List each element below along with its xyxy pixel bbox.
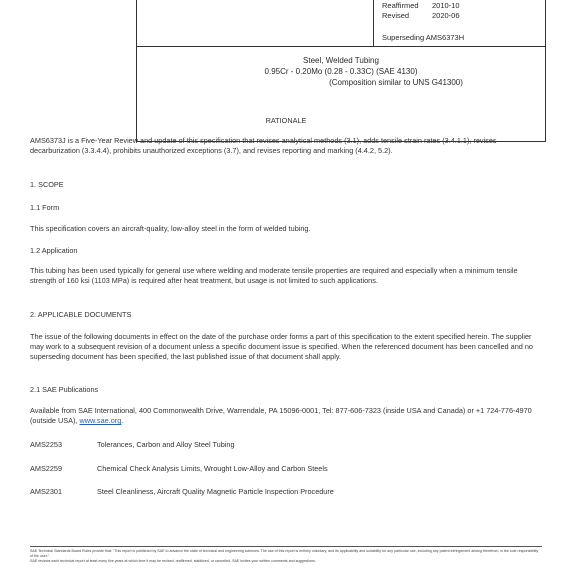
- footer-line-2: SAE reviews each technical report at least every five years at which time it may be revised, reaffirmed, stabilized, or cancelled. SAE invites your written comments and suggestions.: [30, 558, 316, 563]
- reference-row: [30, 464, 542, 474]
- scope-heading: 1. SCOPE: [30, 180, 64, 189]
- sae-publications-heading: 2.1 SAE Publications: [30, 385, 99, 394]
- superseding-note: Superseding AMS6373H: [382, 33, 465, 42]
- applicable-documents-heading: 2. APPLICABLE DOCUMENTS: [30, 310, 132, 319]
- reference-row: [30, 440, 542, 450]
- footer-rule: [30, 546, 542, 547]
- sae-text-before: Available from SAE International, 400 Commonwealth Drive, Warrendale, PA 15096-0001, Tel: 877-606-7323 (inside USA and Canada) or +1 724-776-4970 (outside USA),: [30, 406, 532, 426]
- revised-date: 2020-06: [432, 11, 460, 20]
- form-text: This specification covers an aircraft-quality, low-alloy steel in the form of welded tubing.: [30, 224, 311, 233]
- sae-website-link[interactable]: www.sae.org: [79, 416, 122, 426]
- title-line-1: Steel, Welded Tubing: [303, 56, 379, 65]
- rationale-text: AMS6373J is a Five-Year Review and update of this specification that revises analytical methods (3.1), adds tensile strain rates (3.4.1.1), revises decarburization (3.3.4.4), prohibits unauthorized exceptions (3.7), and revises reporting and marking (4.4.2, 5.2).: [30, 136, 497, 156]
- reference-title: Chemical Check Analysis Limits, Wrought Low-Alloy and Carbon Steels: [97, 464, 328, 473]
- applicable-documents-text: The issue of the following documents in effect on the date of the purchase order forms a part of this specification to the extent specified herein. The supplier may work to a subsequent revision of a document unless a specific document issue is specified. When the referenced document has been cancelled and no superseding document has been specified, the last published issue of that document shall apply.: [30, 332, 533, 362]
- application-heading: 1.2 Application: [30, 246, 78, 255]
- footer-line-1: SAE Technical Standards Board Rules provide that: "This report is published by SAE to advance the state of technical and engineering sciences. The use of this report is entirely voluntary, and its applicability and suitability for any particular use, including any patent infringement arising therefrom, is the sole responsibility of the user.": [30, 549, 539, 558]
- sae-text-after: .: [121, 416, 124, 426]
- document-title: [137, 55, 545, 88]
- reaffirmed-date: 2010-10: [432, 1, 460, 10]
- reference-row: [30, 487, 542, 497]
- header-divider: [373, 0, 374, 47]
- footer-notice: [30, 549, 542, 563]
- rationale-heading: RATIONALE: [265, 116, 307, 125]
- form-heading: 1.1 Form: [30, 203, 60, 212]
- reference-code: AMS2259: [30, 464, 63, 473]
- title-line-3: (Composition similar to UNS G41300): [329, 78, 463, 87]
- reference-code: AMS2253: [30, 440, 63, 449]
- application-text: This tubing has been used typically for general use where welding and moderate tensile properties are required and especially when a minimum tensile strength of 160 ksi (1103 MPa) is required after heat treatment, but usage is not limited to such applications.: [30, 266, 518, 286]
- header-top-row: [137, 0, 545, 47]
- reaffirmed-label: Reaffirmed: [382, 1, 419, 10]
- title-line-2: 0.95Cr - 0.20Mo (0.28 - 0.33C) (SAE 4130): [264, 67, 418, 76]
- reference-title: Steel Cleanliness, Aircraft Quality Magnetic Particle Inspection Procedure: [97, 487, 334, 496]
- sae-publications-text: [30, 406, 542, 426]
- date-block: [382, 1, 460, 21]
- reference-title: Tolerances, Carbon and Alloy Steel Tubing: [97, 440, 235, 449]
- reference-code: AMS2301: [30, 487, 63, 496]
- revised-label: Revised: [382, 11, 410, 20]
